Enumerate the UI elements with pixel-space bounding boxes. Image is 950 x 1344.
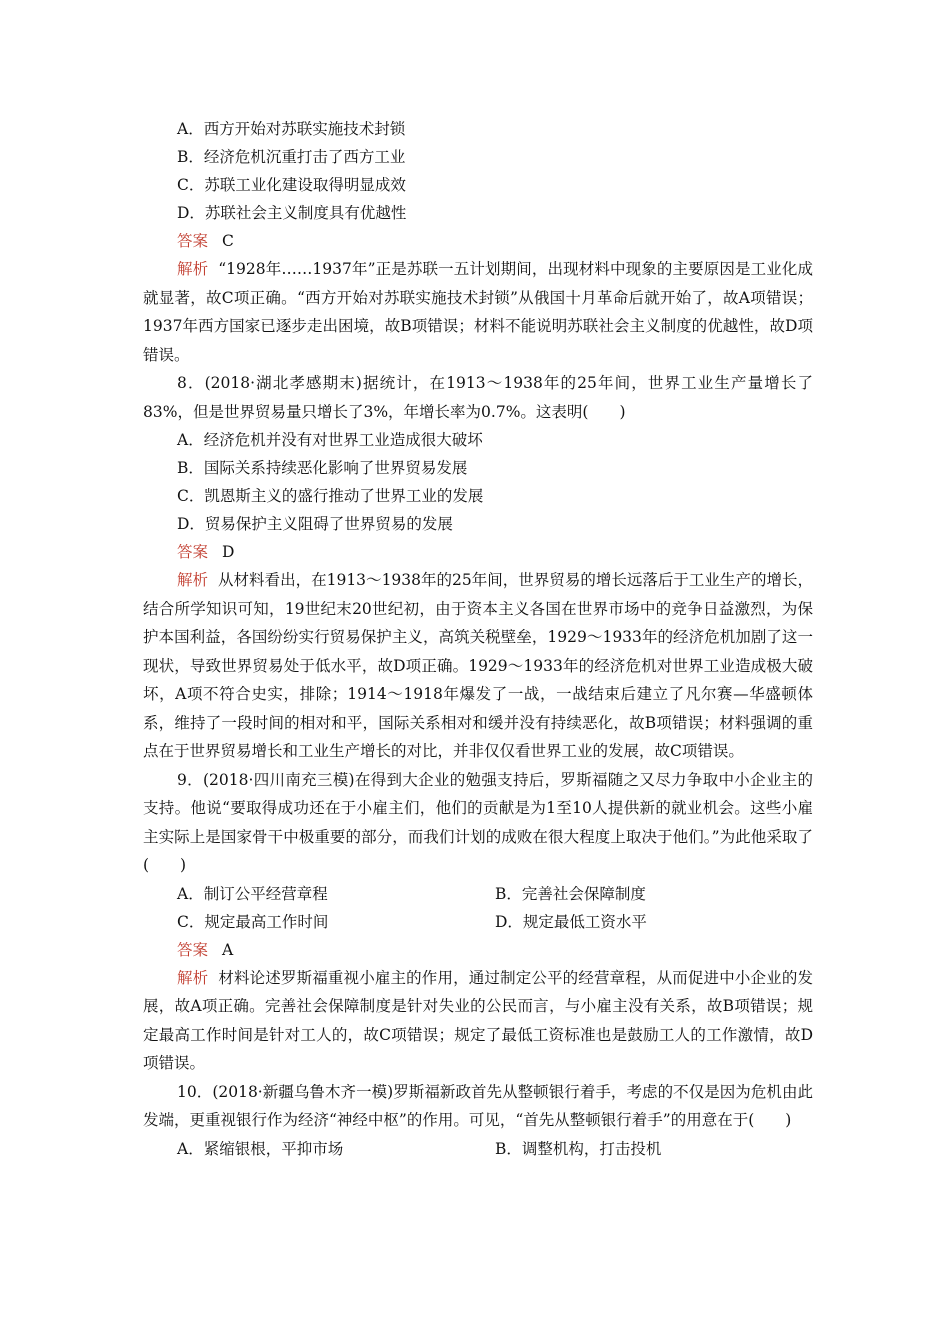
document-page — [143, 115, 813, 1163]
q8-option-b: B．国际关系持续恶化影响了世界贸易发展 — [177, 459, 468, 477]
q8-analysis-text: 从材料看出，在1913～1938年的25年间，世界贸易的增长远落后于工业生产的增长，结合所学知识可知，19世纪末20世纪初，由于资本主义各国在世界市场中的竞争日益激烈，为保护本国利益，各国纷纷实行贸易保护主义，高筑关税壁垒，1929～1933年的经济危机加剧了这一现状，导致世界贸易处于低水平，故D项正确。1929～1933年的经济危机对世界工业造成极大破坏，A项不符合史实，排除；1914～1918年爆发了一战，一战结束后建立了凡尔赛—华盛顿体系，维持了一段时间的相对和平，国际关系相对和缓并没有持续恶化，故B项错误；材料强调的重点在于世界贸易增长和工业生产增长的对比，并非仅仅看世界工业的发展，故C项错误。 — [143, 571, 813, 760]
q7-option-c: C．苏联工业化建设取得明显成效 — [177, 176, 406, 194]
q9-analysis — [143, 964, 813, 1078]
q10-option-a: A．紧缩银根，平抑市场 — [177, 1139, 344, 1158]
q9-stem: 9．(2018·四川南充三模)在得到大企业的勉强支持后，罗斯福随之又尽力争取中小企业主的支持。他说“要取得成功还在于小雇主们，他们的贡献是为1至10人提供新的就业机会。这些小雇主实际上是国家骨干中极重要的部分，而我们计划的成败在很大程度上取决于他们。”为此他采取了( ) — [143, 770, 813, 874]
q7-analysis — [143, 255, 813, 369]
q7-answer — [143, 227, 813, 255]
q10-stem: 10．(2018·新疆乌鲁木齐一模)罗斯福新政首先从整顿银行着手，考虑的不仅是因为危机由此发端，更重视银行作为经济“神经中枢”的作用。可见，“首先从整顿银行着手”的用意在于( ) — [143, 1082, 813, 1129]
q7-answer-value: C — [222, 232, 234, 250]
q9-options-row-2 — [143, 908, 813, 936]
q9-answer-label: 答案 — [177, 940, 209, 959]
q9-analysis-label: 解析 — [177, 968, 209, 987]
q7-analysis-label: 解析 — [177, 260, 209, 278]
q7-option-b: B．经济危机沉重打击了西方工业 — [177, 148, 406, 166]
q9-option-b: B．完善社会保障制度 — [495, 884, 646, 903]
q9-option-a: A．制订公平经营章程 — [177, 884, 328, 903]
q8-option-d: D．贸易保护主义阻碍了世界贸易的发展 — [177, 515, 453, 533]
q7-option-d: D．苏联社会主义制度具有优越性 — [177, 204, 407, 222]
q8-stem: 8．(2018·湖北孝感期末)据统计，在1913～1938年的25年间，世界工业生产量增长了83%，但是世界贸易量只增长了3%，年增长率为0.7%。这表明( ) — [143, 374, 813, 421]
q9-option-d: D．规定最低工资水平 — [495, 912, 647, 931]
q8-answer-value: D — [222, 543, 235, 561]
q9-answer-value: A — [222, 940, 234, 959]
q8-analysis — [143, 566, 813, 766]
q7-answer-label: 答案 — [177, 232, 209, 250]
q10-option-b: B．调整机构，打击投机 — [495, 1139, 662, 1158]
q7-option-a: A．西方开始对苏联实施技术封锁 — [177, 120, 406, 138]
q8-answer — [143, 538, 813, 566]
q7-analysis-text: “1928年……1937年”正是苏联一五计划期间，出现材料中现象的主要原因是工业化成就显著，故C项正确。“西方开始对苏联实施技术封锁”从俄国十月革命后就开始了，故A项错误；1937年西方国家已逐步走出困境，故B项错误；材料不能说明苏联社会主义制度的优越性，故D项错误。 — [143, 260, 813, 364]
q8-option-c: C．凯恩斯主义的盛行推动了世界工业的发展 — [177, 487, 484, 505]
q8-answer-label: 答案 — [177, 543, 209, 561]
q8-analysis-label: 解析 — [177, 571, 209, 589]
q8-option-a: A．经济危机并没有对世界工业造成很大破坏 — [177, 431, 483, 449]
q9-analysis-text: 材料论述罗斯福重视小雇主的作用，通过制定公平的经营章程，从而促进中小企业的发展，故A项正确。完善社会保障制度是针对失业的公民而言，与小雇主没有关系，故B项错误；规定最高工作时间是针对工人的，故C项错误；规定了最低工资标准也是鼓励工人的工作激情，故D项错误。 — [143, 968, 813, 1072]
q9-options-row-1 — [143, 880, 813, 908]
q10-options-row-1 — [143, 1135, 813, 1163]
q9-option-c: C．规定最高工作时间 — [177, 912, 329, 931]
q9-answer — [143, 936, 813, 964]
